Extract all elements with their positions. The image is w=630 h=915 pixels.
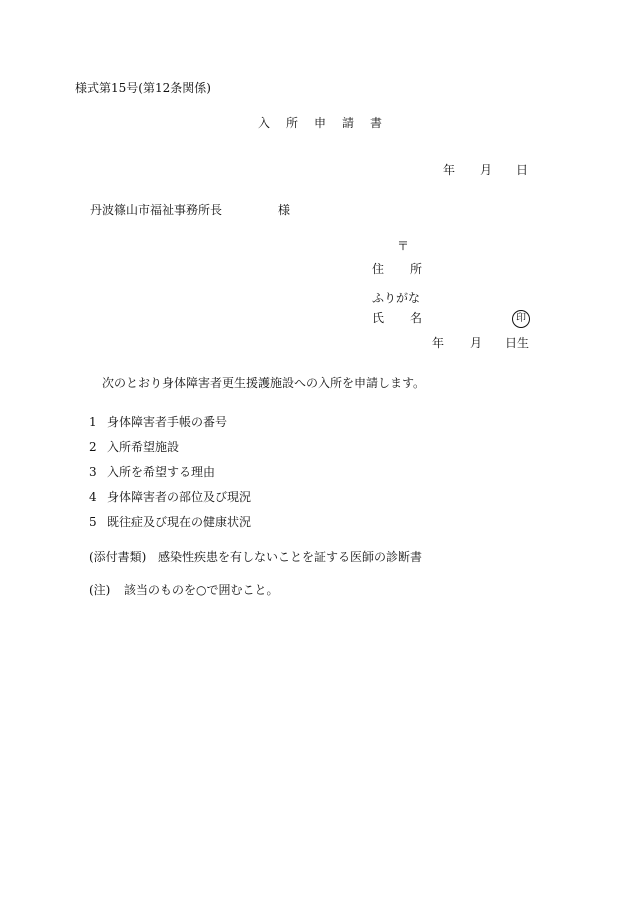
attachment-label: (添付書類) bbox=[89, 550, 147, 564]
furigana-label: ふりがな bbox=[372, 291, 421, 305]
item-label: 入所を希望する理由 bbox=[107, 465, 216, 479]
item-label: 入所希望施設 bbox=[107, 440, 180, 454]
birth-year: 年 bbox=[432, 336, 445, 350]
date-year: 年 bbox=[443, 163, 456, 177]
item-number: 4 bbox=[89, 490, 97, 504]
intro-text: 次のとおり身体障害者更生援護施設への入所を申請します。 bbox=[102, 376, 426, 390]
note-label: (注) bbox=[89, 583, 111, 597]
postal-mark: 〒 bbox=[397, 239, 410, 253]
seal-icon: 印 bbox=[512, 310, 530, 328]
document-title: 入 所 申 請 書 bbox=[258, 116, 385, 130]
item-label: 身体障害者手帳の番号 bbox=[107, 415, 228, 429]
name-label-2: 名 bbox=[410, 311, 423, 325]
item-label: 身体障害者の部位及び現況 bbox=[107, 490, 252, 504]
note-text: 該当のものを○で囲むこと。 bbox=[124, 583, 279, 597]
date-month: 月 bbox=[480, 163, 493, 177]
item-number: 1 bbox=[89, 415, 97, 429]
addressee-name: 丹波篠山市福祉事務所長 bbox=[90, 203, 223, 217]
item-number: 3 bbox=[89, 465, 97, 479]
address-label-2: 所 bbox=[410, 262, 423, 276]
item-number: 5 bbox=[89, 515, 97, 529]
name-label-1: 氏 bbox=[372, 311, 385, 325]
address-label-1: 住 bbox=[372, 262, 385, 276]
addressee-honorific: 様 bbox=[278, 203, 291, 217]
form-number: 様式第15号(第12条関係) bbox=[75, 81, 211, 95]
date-day: 日 bbox=[516, 163, 529, 177]
item-number: 2 bbox=[89, 440, 97, 454]
birth-day: 日生 bbox=[505, 336, 530, 350]
birth-month: 月 bbox=[470, 336, 483, 350]
item-label: 既往症及び現在の健康状況 bbox=[107, 515, 252, 529]
attachment-text: 感染性疾患を有しないことを証する医師の診断書 bbox=[158, 550, 423, 564]
